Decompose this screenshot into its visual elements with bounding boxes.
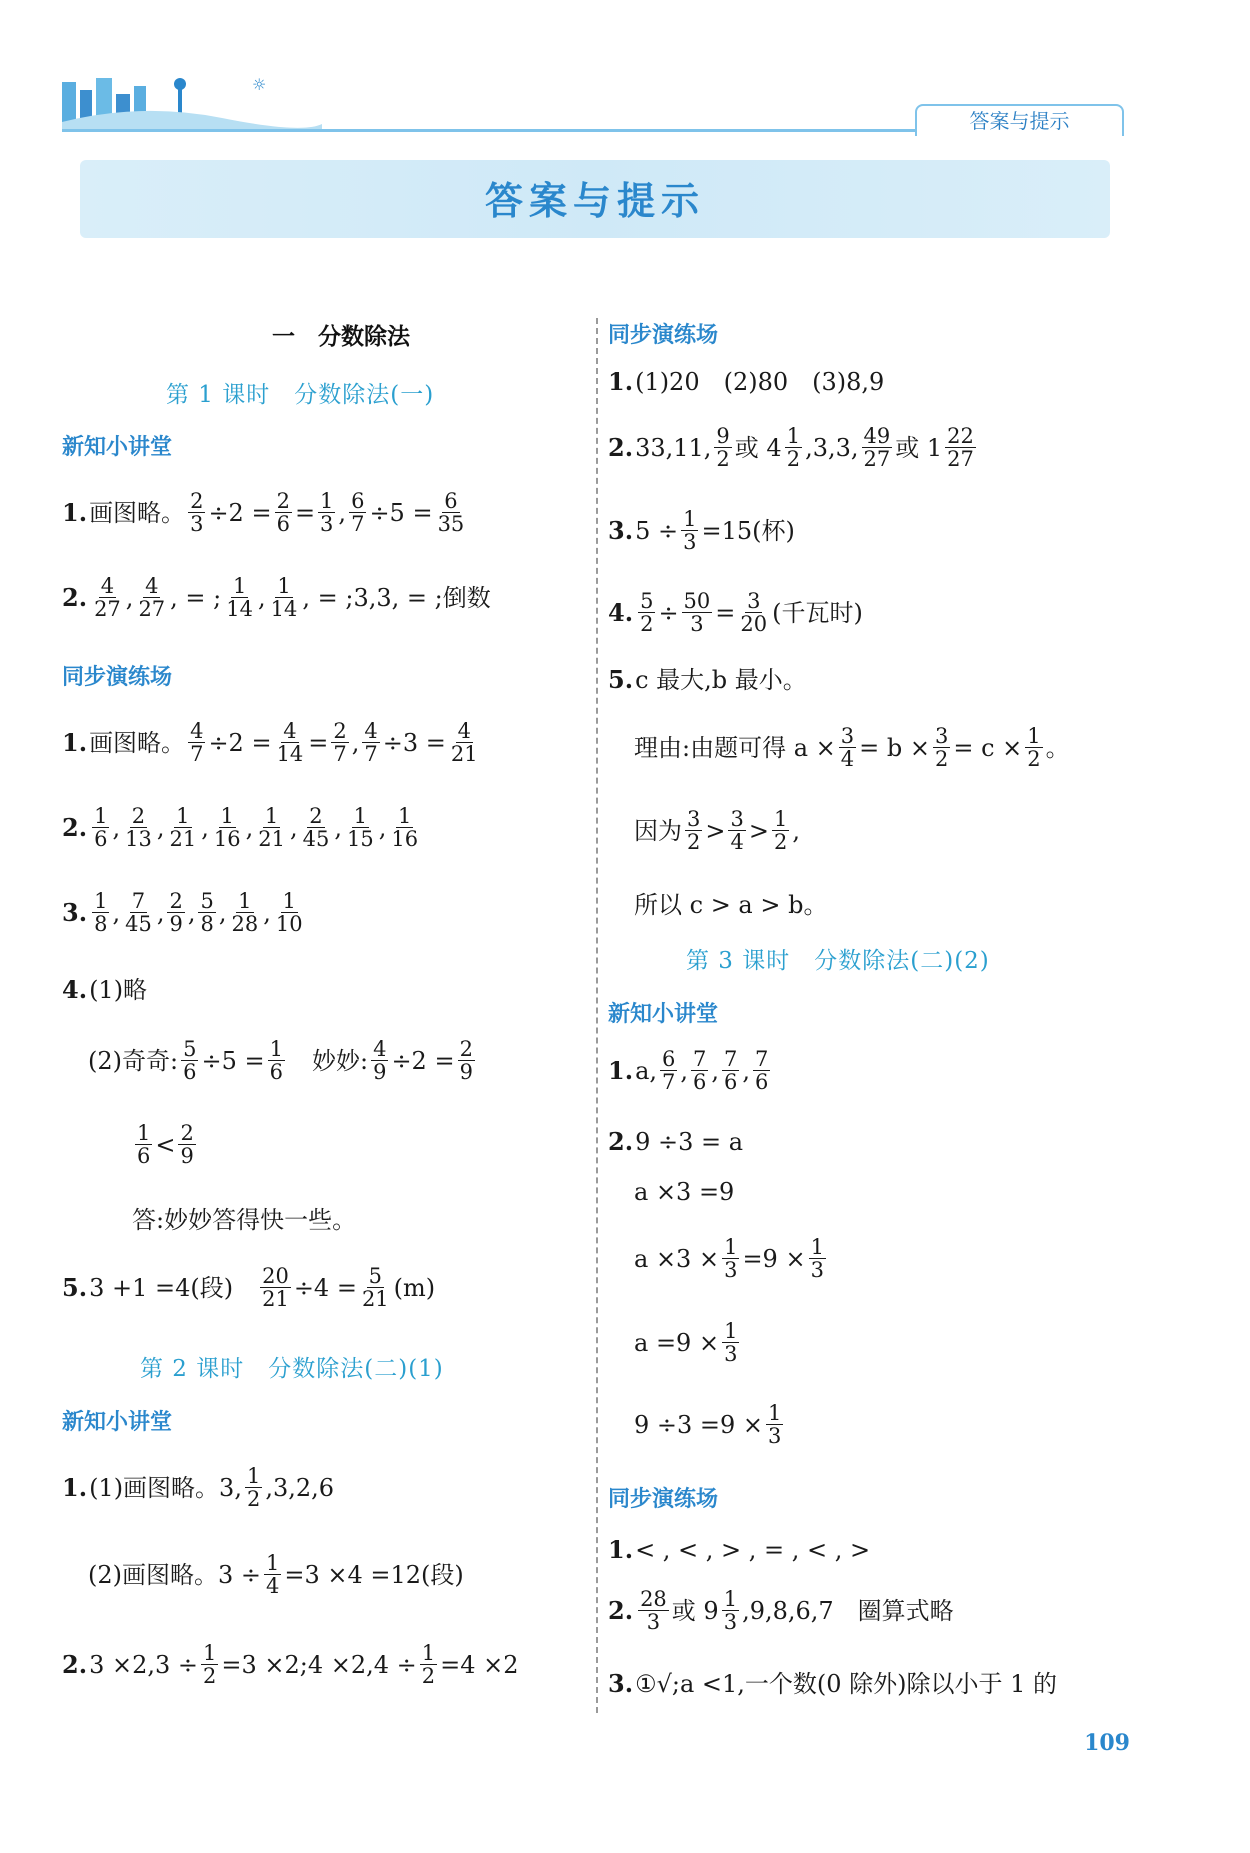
section-title: 新知小讲堂 [608,1002,719,1027]
answer-text: = [294,498,316,527]
lesson-title: 第 1 课时 分数除法(一) [166,382,435,408]
answer-text: = [308,728,329,757]
item-number: 3. [608,515,634,545]
answer-line [608,508,795,553]
lesson-title: 第 2 课时 分数除法(二)(1) [140,1356,444,1382]
answer-text: ÷2 = [208,728,272,757]
fraction: $\frac{1}{6}$ [269,1037,283,1085]
answer-line [634,725,1070,770]
fraction: $\frac{4}{27}$ [94,574,121,622]
answer-text: ÷ [658,598,679,627]
fraction: $\frac{1}{16}$ [391,804,419,852]
answer-text: , [201,813,209,842]
answer-line [608,1127,744,1156]
fraction: $\frac{1}{3}$ [768,1401,782,1449]
item-number: 2. [62,582,88,612]
answer-line [608,1669,1058,1698]
answer-text: , [112,813,121,842]
answer-text: 33,11, [635,433,712,462]
item-number: 4. [608,597,634,627]
fraction: $\frac{2}{13}$ [125,804,152,852]
answer-text: a ×3 =9 [634,1178,735,1206]
item-number: 2. [62,1649,88,1679]
fraction: $\frac{1}{16}$ [213,804,241,852]
answer-text: (1)20 (2)80 (3)8,9 [635,368,885,396]
answer-text: , [711,1056,720,1085]
answer-text: , [263,898,271,927]
answer-text: =15(杯) [701,516,795,545]
fraction: $\frac{1}{3}$ [320,489,334,537]
answer-text: , [378,813,387,842]
answer-text: 或 1 [895,433,943,462]
answer-line [608,1535,871,1564]
fraction: $\frac{7}{6}$ [693,1047,707,1095]
answer-text: > [705,816,726,845]
answer-line [62,890,308,935]
answer-text: 理由:由题可得 a × [634,733,836,762]
answer-text: > [748,816,769,845]
answer-text: a =9 × [634,1328,720,1357]
answer-line [608,1048,773,1093]
item-number: 1. [608,1535,634,1564]
fraction: $\frac{5}{21}$ [361,1264,389,1312]
answer-text: 因为 [634,816,682,845]
fraction: $\frac{1}{3}$ [810,1235,824,1283]
fraction: $\frac{9}{2}$ [716,424,730,472]
answer-text: 或 9 [671,1596,719,1625]
answer-text: ,9,8,6,7 圈算式略 [742,1596,954,1625]
answer-text: < [155,1130,176,1159]
header-tab: 答案与提示 [915,104,1124,136]
fraction: $\frac{1}{3}$ [724,1319,738,1367]
fraction: $\frac{2}{45}$ [302,804,330,852]
fraction: $\frac{2}{9}$ [459,1037,473,1085]
fraction: $\frac{1}{8}$ [94,889,108,937]
answer-line [608,665,807,694]
item-number: 5. [608,665,634,694]
answer-text: , [680,1056,689,1085]
fraction: $\frac{5}{8}$ [200,889,214,937]
fraction: $\frac{1}{2}$ [1027,724,1041,772]
item-number: 1. [62,497,88,527]
answer-text: =3 ×4 =12(段) [284,1560,464,1589]
answer-text: 画图略。 [89,498,186,527]
answer-text: 3 ×2,3 ÷ [89,1650,198,1679]
section-title: 同步演练场 [62,665,173,690]
answer-text: , [334,813,342,842]
answer-text: , [218,898,227,927]
answer-line [608,425,979,470]
page-title: 答案与提示 [484,178,705,223]
answer-text: ÷2 = [391,1046,455,1075]
answer-text: 妙妙: [287,1046,369,1075]
answer-line [62,1465,334,1510]
answer-text: ①√;a <1,一个数(0 除外)除以小于 1 的 [635,1670,1058,1698]
fraction: $\frac{1}{6}$ [137,1121,151,1169]
answer-text: = b × [859,733,930,762]
section-title: 新知小讲堂 [62,435,173,460]
item-number: 1. [62,727,88,757]
fraction: $\frac{1}{2}$ [421,1641,436,1689]
answer-text: c 最大,b 最小。 [635,666,807,694]
fraction: $\frac{28}{3}$ [640,1587,667,1635]
fraction: $\frac{1}{14}$ [226,574,253,622]
answer-text: a ×3 × [634,1244,720,1273]
fraction: $\frac{4}{21}$ [450,719,478,767]
fraction: $\frac{3}{2}$ [687,807,701,855]
answer-text: 5 ÷ [635,516,679,545]
fraction: $\frac{2}{7}$ [333,719,347,767]
fraction: $\frac{7}{6}$ [724,1047,738,1095]
fraction: $\frac{6}{7}$ [662,1047,676,1095]
column-divider [596,318,598,1713]
fraction: $\frac{1}{3}$ [724,1235,738,1283]
answer-line [608,1588,954,1633]
answer-text: , [187,898,196,927]
answer-text: , [338,498,347,527]
answer-text: 所以 c > a > b。 [634,891,828,919]
fraction: $\frac{1}{2}$ [786,424,801,472]
answer-line [62,490,469,535]
fraction: $\frac{5}{2}$ [640,589,654,637]
svg-text:☼: ☼ [252,75,267,94]
fraction: $\frac{2}{6}$ [276,489,290,537]
fraction: $\frac{3}{4}$ [730,807,744,855]
answer-text: 9 ÷3 =9 × [634,1410,764,1439]
answer-text: , = ; [170,583,222,612]
answer-text: = c × [953,733,1023,762]
section-title: 新知小讲堂 [62,1410,173,1435]
answer-line [62,1265,435,1310]
answer-text: ÷5 = [369,498,433,527]
fraction: $\frac{22}{27}$ [947,424,974,472]
fraction: $\frac{1}{2}$ [202,1641,217,1689]
answer-text: =3 ×2;4 ×2,4 ÷ [221,1650,417,1679]
fraction: $\frac{1}{3}$ [723,1587,738,1635]
fraction: $\frac{6}{7}$ [351,489,365,537]
fraction: $\frac{4}{27}$ [138,574,166,622]
item-number: 2. [608,432,634,462]
item-number: 3. [608,1669,634,1698]
section-title: 同步演练场 [608,1487,719,1512]
answer-line [608,367,885,396]
fraction: $\frac{2}{3}$ [190,489,204,537]
fraction: $\frac{20}{21}$ [262,1264,289,1312]
fraction: $\frac{5}{6}$ [183,1037,197,1085]
answer-text: (千瓦时) [772,598,863,627]
answer-text: , = ;3,3, = ;倒数 [302,583,491,612]
fraction: $\frac{4}{14}$ [276,719,304,767]
item-number: 2. [608,1127,634,1156]
answer-text: , [112,898,121,927]
item-number: 1. [608,1055,634,1085]
answer-line [62,975,148,1004]
answer-text: = [715,598,736,627]
answer-text: , [156,813,165,842]
fraction: $\frac{49}{27}$ [863,424,891,472]
answer-text: a, [635,1056,657,1085]
answer-text: 答:妙妙答得快一些。 [132,1206,357,1234]
fraction: $\frac{1}{21}$ [169,804,197,852]
fraction: $\frac{2}{9}$ [169,889,183,937]
fraction: $\frac{1}{15}$ [346,804,374,852]
answer-text: ÷4 = [293,1273,357,1302]
answer-text: < , < , > , = , < , > [635,1536,871,1564]
fraction: $\frac{7}{45}$ [125,889,152,937]
fraction: $\frac{2}{9}$ [180,1121,194,1169]
answer-text: ÷2 = [208,498,272,527]
fraction: $\frac{6}{35}$ [437,489,465,537]
page-number: 109 [1084,1730,1130,1756]
answer-text: , [792,816,800,845]
fraction: $\frac{1}{2}$ [773,807,788,855]
answer-text: 。 [1045,733,1070,762]
fraction: $\frac{1}{6}$ [94,804,108,852]
answer-line [608,590,863,635]
fraction: $\frac{4}{7}$ [364,719,378,767]
item-number: 1. [608,367,634,396]
answer-line [634,1402,786,1447]
fraction: $\frac{1}{10}$ [275,889,303,937]
answer-text: 或 4 [734,433,782,462]
answer-text: (2)画图略。3 ÷ [88,1560,262,1589]
answer-line [62,805,423,850]
answer-line [634,1320,742,1365]
fraction: $\frac{1}{3}$ [683,507,697,555]
item-number: 1. [62,1472,88,1502]
answer-text: =4 ×2 [440,1650,519,1679]
fraction: $\frac{4}{7}$ [190,719,204,767]
answer-text: , [289,813,298,842]
item-number: 4. [62,975,88,1004]
answer-text: ,3,3, [805,433,859,462]
answer-text: (1)画图略。3, [89,1473,242,1502]
fraction: $\frac{1}{21}$ [258,804,285,852]
answer-text: ÷3 = [382,728,446,757]
answer-line [634,808,800,853]
fraction: $\frac{1}{2}$ [246,1464,261,1512]
answer-line [88,1552,464,1597]
fraction: $\frac{1}{28}$ [231,889,259,937]
answer-line [62,575,491,620]
answer-text: (2)奇奇: [88,1046,179,1075]
fraction: $\frac{3}{20}$ [740,589,768,637]
item-number: 2. [608,1595,634,1625]
answer-line [634,1236,829,1281]
answer-line [132,1122,199,1167]
answer-text: (m) [393,1273,436,1302]
lesson-title: 第 3 课时 分数除法(二)(2) [686,948,990,974]
answer-text: (1)略 [89,976,148,1004]
section-title: 同步演练场 [608,323,719,348]
answer-text: , [258,583,266,612]
answer-line [62,1642,519,1687]
fraction: $\frac{1}{4}$ [266,1551,280,1599]
answer-text: ,3,2,6 [265,1473,335,1502]
fraction: $\frac{3}{4}$ [840,724,855,772]
answer-line [62,720,483,765]
item-number: 5. [62,1272,88,1302]
answer-text: 画图略。 [89,728,186,757]
answer-text: , [742,1056,751,1085]
fraction: $\frac{3}{2}$ [934,724,949,772]
answer-text: ÷5 = [201,1046,265,1075]
fraction: $\frac{7}{6}$ [755,1047,769,1095]
item-number: 2. [62,812,88,842]
chapter-title: 一 分数除法 [272,324,410,350]
answer-text: 9 ÷3 = a [635,1128,744,1156]
answer-text: , [245,813,254,842]
city-skyline-logo [62,72,322,130]
answer-text: , [156,898,165,927]
answer-text: , [125,583,134,612]
answer-text: 3 +1 =4(段) [89,1273,258,1302]
answer-text: , [351,728,360,757]
item-number: 3. [62,897,88,927]
answer-text: =9 × [742,1244,806,1273]
fraction: $\frac{4}{9}$ [373,1037,387,1085]
fraction: $\frac{50}{3}$ [683,589,711,637]
fraction: $\frac{1}{14}$ [270,574,298,622]
answer-line [88,1038,478,1083]
